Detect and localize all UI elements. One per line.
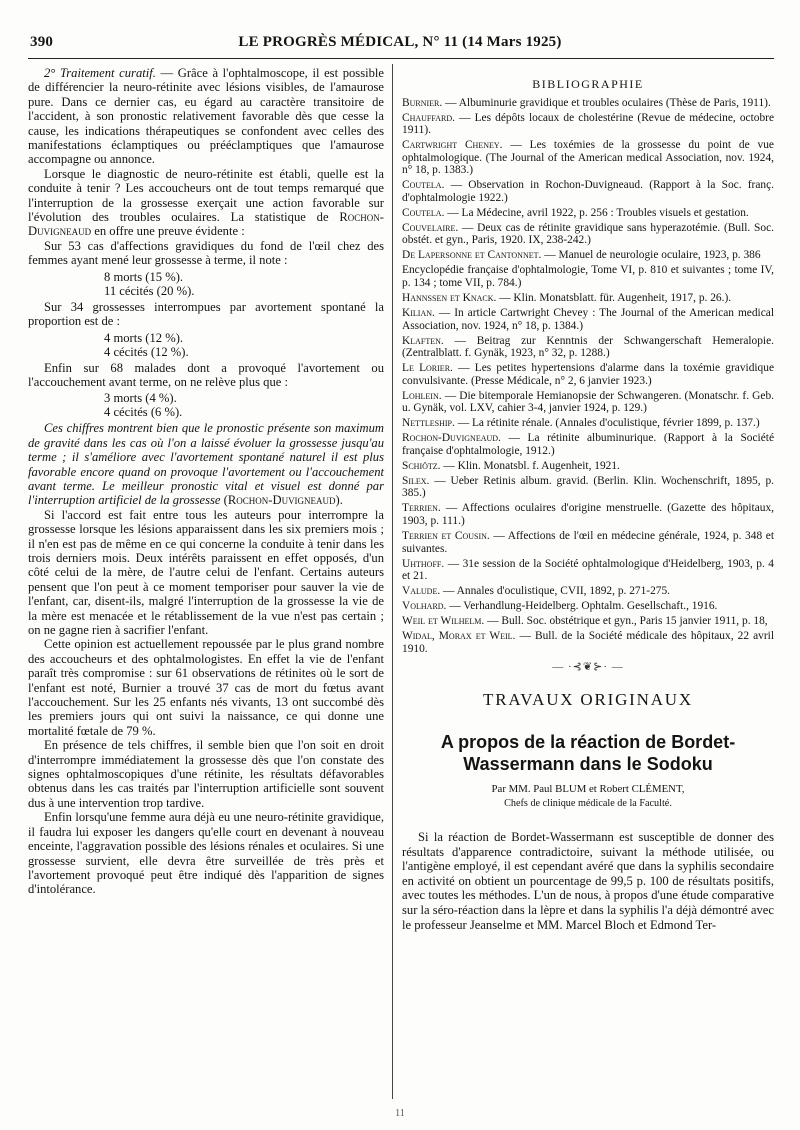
bibliography-text: — Klin. Monatsblatt. für. Augenheit, 1917, p. 26.). [496,292,732,305]
bibliography-text: — Ueber Retinis album. gravid. (Berlin. Klin. Wochenschrift, 1895, p. 385.) [402,474,774,500]
bibliography-list [402,97,774,656]
bibliography-author: Cartwright Cheney. [402,139,503,152]
bibliography-author: Widal, Morax et Weil. [402,630,516,643]
italic-quote: Ces chiffres montrent bien que le pronostic présente son maximum de gravité dans les cas où l'on a laissé évoluer la grossesse jusqu'au terme ; il s'améliore avec l'avortement spontané naturel il est plus favorable encore quand on provoque l'avortement ou l'accouchement avant terme. Le meilleur pronostic vital et visuel est donné par l'interruption artificiel de la grossesse [28,421,384,508]
bibliography-entry [402,460,774,473]
diagnostic-text: Lorsque le diagnostic de neuro-rétinite est établi, quelle est la conduite à tenir ? Les accoucheurs ont de tout temps remarqué que l'interruption de la grossesse exerçait une action favorable sur l'évolution des troubles oculaires. La statistique de [28,166,384,225]
bibliography-text: — Bull. Soc. obstétrique et gyn., Paris 15 janvier 1911, p. 18, [484,615,768,628]
bibliography-author: Coutela. [402,179,445,192]
bibliography-text: — Manuel de neurologie oculaire, 1923, p. 386 [541,249,761,262]
stat-line: 8 morts (15 %). [104,269,184,284]
bibliography-text: — La rétinite rénale. (Annales d'oculistique, février 1899, p. 137.) [454,417,760,430]
stat-line: 4 cécités (12 %). [104,344,189,359]
column-divider [392,64,393,1099]
bibliography-author: Silex. [402,474,430,487]
bibliography-text: — Observation in Rochon-Duvigneaud. (Rapport à la Soc. franç. d'ophtalmologie 1922.) [402,179,774,204]
bibliography-author: Coutela. [402,206,445,219]
article-title-line: Wassermann dans le Sodoku [463,753,713,774]
bibliography-text: — Affections oculaires d'origine menstruelle. (Gazette des hôpitaux, 1903, p. 111.) [402,502,774,528]
bibliography-text: — Les toxémies de la grossesse du point de vue ophtalmologique. (The Journal of the American medical Association, nov. 1924, n° 18, p. 1383.) [402,139,774,177]
article-affiliation: Chefs de clinique médicale de la Faculté. [504,797,672,809]
bibliography-author: Kilian. [402,307,435,320]
bibliography-text: Encyclopédie française d'ophtalmologie, Tome VI, p. 810 et suivantes ; tome IV, p. 134 ; tome VII, p. 784.) [402,264,774,290]
paragraph-diagnostic [28,167,384,239]
bibliography-author: Couvelaire. [402,221,459,234]
bibliography-text: — 31e session de la Société ophtalmologique d'Heidelberg, 1903, p. 4 et 21. [402,557,774,583]
treatment-heading: 2° Traitement curatif. [44,66,156,80]
treatment-text: — Grâce à l'ophtalmoscope, il est possible de différencier la neuro-rétinite avec lésions visibles, de l'amaurose pure. Dans ce dernier cas, eu égard au caractère transitoire de l'accident, à son pronostic relativement favorable dès que cesse la cause, les indications thérapeutiques se confondent avec celles des manifestations éclamptiques ou prééclamptiques que l'amaurose accompagne ou annonce. [28,66,384,167]
bibliography-entry [402,222,774,247]
paragraph-treatment [28,66,384,167]
bibliography-author: De Lapersonne et Cantonnet. [402,249,542,262]
stat-line: 11 cécités (20 %). [104,283,195,298]
running-title: LE PROGRÈS MÉDICAL, N° 11 (14 Mars 1925) [238,34,562,50]
bibliography-author: Terrien et Cousin. [402,530,490,543]
bibliography-author: Valude. [402,585,441,598]
diagnostic-tail: en offre une preuve évidente : [91,224,245,239]
bibliography-entry [402,335,774,360]
bibliography-author: Volhard. [402,600,447,613]
right-column [402,70,774,932]
bibliography-text: — Bull. de la Société médicale des hôpitaux, 22 avril 1910. [402,630,774,655]
bibliography-author: Uhthoff. [402,557,445,570]
bibliography-entry [402,530,774,555]
paragraph-conclusion-italic [28,421,384,507]
stat-block-2 [28,331,384,359]
bibliography-entry [402,179,774,204]
paragraph-stats-intro-3: Enfin sur 68 malades dont a provoqué l'avortement ou l'accouchement avant terme, on ne relève plus que : [28,360,384,389]
bibliography-entry [402,417,774,430]
bibliography-entry [402,475,774,500]
bibliography-author: Hannssen et Knack. [402,292,497,305]
paragraph-enfin: Enfin lorsqu'une femme aura déjà eu une neuro-rétinite gravidique, il faudra lui exposer les dangers qu'elle court en devenant à nouveau enceinte, l'aggravation possible des lésions rénales et oculaires. Si une grossesse survient, elle devra être surveillée de très près et l'avortement provoqué peut être indiqué dès l'apparition de signes d'intolérance. [28,810,384,897]
bibliography-entry [402,558,774,583]
bibliography-text: — Annales d'oculistique, CVII, 1892, p. 271-275. [440,585,671,598]
bibliography-text: — Les dépôts locaux de cholestérine (Revue de médecine, octobre 1911). [402,111,774,137]
bibliography-entry [402,585,774,598]
footer-mark: 11 [395,1108,405,1119]
bibliography-author: Klaften. [402,334,444,347]
bibliography-text: — La rétinite albuminurique. (Rapport à la Société française d'ophtalmologie, 1912.) [402,432,774,457]
paragraph-accord: Si l'accord est fait entre tous les auteurs pour interrompre la grossesse lorsque les lésions apparaissent dans les six premiers mois ; il n'en est pas de même en ce qui concerne la conduite à tenir dans les trois derniers mois. Deux intérêts paraissent en effet opposés, d'un côté celui de la mère, de l'autre celui de l'enfant. Certains auteurs pensent que l'on peut à ce moment temporiser pour sauver la vie de l'enfant, car, disent-ils, malgré l'interruption de la grossesse la vie de la mère est menacée et le rétablissement de la vue n'est pas certain ; on ne gagne rien à sacrifier l'enfant. [28,507,384,637]
bibliography-author: Schiötz. [402,459,441,472]
bibliography-entry [402,112,774,137]
bibliography-entry [402,600,774,613]
bibliography-entry [402,630,774,655]
page-number: 390 [30,34,54,50]
bibliography-title: BIBLIOGRAPHIE [532,77,644,91]
left-column [28,66,384,897]
bibliography-entry [402,615,774,628]
stat-line: 3 morts (4 %). [104,391,177,406]
paragraph-stats-intro-2: Sur 34 grossesses interrompues par avortement spontané la proportion est de : [28,299,384,329]
stat-line: 4 cécités (6 %). [104,405,183,420]
bibliography-entry [402,502,774,527]
stat-block-3 [28,391,384,419]
bibliography-author: Chauffard. [402,111,455,124]
header-rule [28,58,774,59]
paragraph-stats-intro-1: Sur 53 cas d'affections gravidiques du fond de l'œil chez des femmes ayant mené leur grossesse à terme, il note : [28,238,384,268]
article-title [402,731,774,775]
bibliography-entry [402,207,774,220]
section-title: TRAVAUX ORIGINAUX [483,689,693,709]
bibliography-author: Burnier. [402,96,443,109]
section-ornament: — ·⊰❦⊱· — [552,661,624,674]
article-title-line: A propos de la réaction de Bordet- [440,731,736,752]
bibliography-entry [402,432,774,457]
bibliography-entry [402,362,774,387]
bibliography-author: Le Lorier. [402,362,453,375]
bibliography-text: — Les petites hypertensions d'alarme dans la toxémie gravidique convulsivante. (Presse Médicale, n° 2, 6 janvier 1923.) [402,362,774,387]
bibliography-text: — Affections de l'œil en médecine générale, 1924, p. 348 et suivantes. [402,530,774,555]
bibliography-author: Weil et Wilhelm. [402,615,485,628]
author-name: Rochon-Duvigneaud [28,210,384,239]
bibliography-entry [402,249,774,262]
bibliography-author: Terrien. [402,502,441,515]
running-header [26,32,774,54]
bibliography-entry [402,264,774,289]
bibliography-author: Rochon-Duvigneaud. [402,432,501,445]
bibliography-entry [402,97,774,110]
bibliography-text: — Deux cas de rétinite gravidique sans hyperazotémie. (Bull. Soc. obstét. et gyn., Paris, 1920. IX, 238-242.) [402,221,774,247]
bibliography-text: — Albuminurie gravidique et troubles oculaires (Thèse de Paris, 1911). [442,96,771,109]
bibliography-entry [402,307,774,332]
bibliography-entry [402,292,774,305]
paragraph-presence: En présence de tels chiffres, il semble bien que l'on soit en droit d'interrompre immédiatement la grossesse dès que l'on constate des signes ophtalmoscopiques d'une rétinite, les résultats défavorables obtenus dans les cas traités par l'interruption artificielle sont souvent dus à une intervention trop tardive. [28,738,384,810]
bibliography-text: — In article Cartwright Chevey : The Journal of the American medical Association, nov. 1924, n° 18, p. 1384.) [402,307,774,332]
bibliography-text: — Verhandlung-Heidelberg. Ophtalm. Gesellschaft., 1916. [446,600,718,613]
bibliography-text: — La Médecine, avril 1922, p. 256 : Troubles visuels et gestation. [444,206,749,219]
stat-line: 4 morts (12 %). [104,330,184,345]
bibliography-text: — Klin. Monatsbl. f. Augenheit, 1921. [440,459,620,472]
author-citation: (Rochon-Duvigneaud). [220,493,343,508]
stat-block-1 [28,270,384,298]
bibliography-text: — Die bitemporale Hemianopsie der Schwangeren. (Monatschr. f. Geb. u. Gynäk, vol. LXV, cahier 3-4, janvier 1924, p. 129.) [402,389,774,415]
bibliography-text: — Beitrag zur Kenntnis der Schwangerschaft Hemeralopie. (Zentralblatt. f. Gynäk, 1923, n° 32, p. 1288.) [402,334,774,360]
bibliography-author: Nettleship. [402,417,455,430]
bibliography-entry [402,139,774,177]
bibliography-entry [402,390,774,415]
article-intro: Si la réaction de Bordet-Wassermann est susceptible de donner des résultats d'apparence contradictoire, suivant la méthode utilisée, ou l'antigène employé, il est cependant avéré que dans la syphilis secondaire en activité on obtient un pourcentage de 99,5 p. 100 de résultats positifs, avec toutes les méthodes. L'un de nous, à propos d'une étude comparative sur la séro-réaction dans la lèpre et dans la syphilis l'a déjà démontré avec le professeur Jeanselme et MM. Marcel Bloch et Edmond Ter- [402,830,774,932]
article-byline: Par MM. Paul BLUM et Robert CLÉMENT, [491,782,685,795]
bibliography-author: Lohlein. [402,389,442,402]
paragraph-opinion: Cette opinion est actuellement repoussée par le plus grand nombre des accoucheurs et des ophtalmologistes. En effet la vie de l'enfant paraît très compromise : sur 61 observations de rétinites où le sort de l'enfant est noté, Burnier a trouvé 37 cas de mort du fœtus avant l'accouchement. Sur les 25 enfants nés vivants, 13 ont succombé dès les premiers jours qui ont suivi la naissance, ce qui donne une mortalité fœtale de 79 %. [28,637,384,738]
